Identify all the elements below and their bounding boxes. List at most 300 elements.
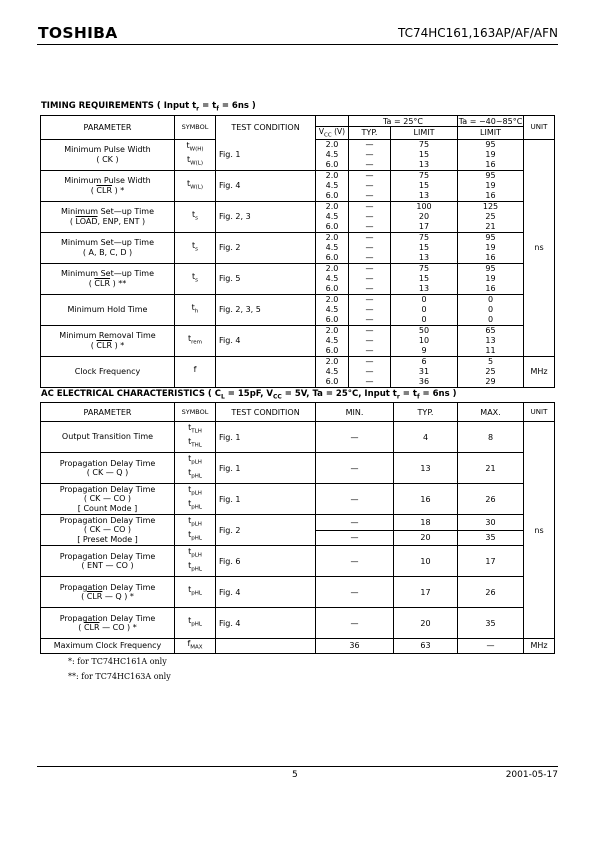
typ-value: — [365, 149, 374, 159]
symbol-subscript: rem [191, 339, 203, 346]
timing-row [41, 263, 555, 294]
vcc-cell [316, 325, 349, 356]
timing-row [41, 294, 555, 325]
symbol-cell [175, 639, 216, 654]
symbol-base: t [188, 616, 192, 626]
typ-value: 13 [394, 453, 458, 484]
symbol-subscript: h [194, 308, 199, 315]
limit-range-cell [458, 201, 524, 232]
timing-row [41, 170, 555, 201]
symbol-line [175, 141, 215, 155]
parameter-line: Propagation Delay Time [59, 516, 156, 526]
limit-range-cell [458, 170, 524, 201]
test-condition-cell: Fig. 4 [216, 325, 316, 356]
parameter-cell [41, 263, 175, 294]
col-ta-range: Ta = −40~85°C [458, 116, 523, 126]
typ-value: — [365, 273, 374, 283]
symbol-subscript: W(L) [190, 160, 203, 167]
vcc-value: 2.0 [325, 201, 339, 211]
limit-value: 0 [487, 314, 494, 324]
symbol-base: t [188, 454, 192, 464]
typ-value: 63 [394, 639, 458, 654]
parameter-cell [41, 608, 175, 639]
limit-value: 25 [485, 366, 496, 376]
parameter-line: ( A, B, C, D ) [82, 247, 133, 257]
symbol-cell [175, 170, 216, 201]
parameter-line: [ Preset Mode ] [77, 534, 138, 544]
typ-value: 16 [394, 484, 458, 515]
limit-value: 16 [485, 252, 496, 262]
timing-row [41, 232, 555, 263]
ac-row [41, 484, 555, 515]
typ-cell [349, 139, 391, 170]
symbol-subscript: s [195, 246, 198, 253]
limit-value: 125 [482, 201, 499, 211]
typ-value: — [365, 232, 374, 242]
test-condition-cell: Fig. 2, 3, 5 [216, 294, 316, 325]
limit-25-cell [391, 356, 458, 387]
timing-row [41, 201, 555, 232]
typ-value: — [365, 335, 374, 345]
test-condition-cell: Fig. 4 [216, 608, 316, 639]
typ-cell [349, 294, 391, 325]
vcc-cell [316, 356, 349, 387]
typ-value: — [365, 314, 374, 324]
typ-value: — [365, 211, 374, 221]
limit-value: 11 [485, 345, 496, 355]
symbol-subscript: W(H) [189, 146, 204, 153]
typ-value: — [365, 252, 374, 262]
symbol-line [175, 639, 215, 653]
limit-range-cell [458, 325, 524, 356]
parameter-line: Minimum Pulse Width [64, 145, 151, 155]
limit-value: 29 [485, 376, 496, 386]
typ-value: — [365, 201, 374, 211]
limit-value: 13 [418, 252, 430, 262]
limit-value: 75 [418, 263, 430, 273]
symbol-base: t [191, 240, 196, 250]
symbol-base: t [187, 154, 191, 164]
typ-value: — [365, 180, 374, 190]
min-value: — [316, 484, 394, 515]
symbol-base: t [188, 561, 192, 570]
limit-range-cell [458, 294, 524, 325]
symbol-cell [175, 139, 216, 170]
limit-value: 0 [421, 314, 427, 324]
limit-value: 13 [418, 159, 430, 169]
symbol-line [175, 454, 215, 468]
timing-row [41, 139, 555, 170]
parameter-line: Propagation Delay Time [59, 613, 156, 623]
vcc-value: 6.0 [325, 252, 339, 262]
vcc-value: 6.0 [325, 159, 339, 169]
limit-value: 95 [485, 232, 496, 242]
parameter-line: ( CK — Q ) [86, 468, 129, 477]
typ-cell [349, 263, 391, 294]
symbol-subscript: MAX [190, 644, 203, 651]
symbol-base: t [186, 140, 190, 150]
vcc-value: 4.5 [325, 304, 339, 314]
ac-col-typ: TYP. [394, 403, 458, 422]
parameter-cell [41, 422, 175, 453]
parameter-line: Minimum Set—up Time [60, 269, 155, 279]
vcc-value: 2.0 [325, 294, 339, 304]
symbol-line [175, 423, 215, 437]
typ-value: 10 [394, 546, 458, 577]
parameter-cell [41, 515, 175, 546]
symbol-line [175, 468, 215, 482]
symbol-subscript: THL [191, 442, 202, 449]
parameter-line: Minimum Removal Time [59, 331, 156, 341]
col-limit-range: LIMIT [458, 127, 524, 140]
ac-col-max: MAX. [458, 403, 524, 422]
timing-row [41, 356, 555, 387]
symbol-base: t [187, 333, 192, 343]
min-value: 36 [316, 639, 394, 654]
ac-col-unit: UNIT [524, 403, 555, 422]
limit-value: 95 [485, 139, 496, 149]
limit-value: 15 [418, 149, 430, 159]
footer-rule [37, 766, 558, 767]
ac-col-parameter: PARAMETER [41, 403, 175, 422]
col-unit: UNIT [524, 116, 555, 140]
parameter-line: ( $\overline{CLR}$ ) ** [88, 278, 127, 288]
symbol-base: t [188, 437, 192, 446]
symbol-line [175, 499, 215, 513]
parameter-cell [41, 577, 175, 608]
unit-cell: ns [524, 422, 555, 639]
symbol-base: f [187, 639, 191, 648]
col-symbol: SYMBOL [175, 116, 216, 140]
header-rule [37, 44, 558, 45]
ac-row [41, 639, 555, 654]
symbol-subscript: TLH [191, 429, 202, 435]
footnote-161: *: for TC74HC161A only [68, 657, 167, 666]
symbol-subscript: pLH [191, 522, 202, 528]
parameter-line: ( $\overline{CLR}$ ) * [90, 340, 125, 350]
limit-value: 10 [418, 335, 430, 345]
vcc-value: 6.0 [325, 376, 339, 386]
parameter-line: ( LOAD, ENP, ENT ) [69, 216, 146, 226]
symbol-cell [175, 325, 216, 356]
ac-row [41, 422, 555, 453]
limit-value: 13 [418, 190, 430, 200]
symbol-subscript: s [195, 277, 198, 284]
parameter-line: ( CK — CO ) [83, 494, 132, 504]
test-condition-cell [216, 356, 316, 387]
symbol-cell [175, 294, 216, 325]
limit-value: 75 [418, 139, 430, 149]
test-condition-cell: Fig. 4 [216, 170, 316, 201]
vcc-value: 2.0 [325, 139, 339, 149]
min-value: — [316, 530, 394, 546]
limit-value: 16 [485, 283, 496, 293]
ac-characteristics-table [40, 402, 555, 654]
limit-value: 0 [487, 304, 494, 314]
symbol-line [175, 585, 215, 599]
col-ta-25: Ta = 25°C [349, 116, 458, 127]
col-limit-25: LIMIT [391, 127, 458, 140]
typ-value: — [365, 376, 374, 386]
ac-row [41, 515, 555, 531]
toshiba-logo: TOSHIBA [38, 24, 118, 42]
symbol-base: t [191, 271, 196, 281]
symbol-line [175, 241, 215, 255]
symbol-subscript: pHL [191, 590, 202, 597]
vcc-cell [316, 263, 349, 294]
max-value: — [458, 639, 524, 654]
ac-characteristics-title: AC ELECTRICAL CHARACTERISTICS ( $C_L = 15pF$, $V_{CC} = 5V$, Ta = 25°C, Input $t_r = t_f = 6ns$ ) [41, 389, 457, 401]
symbol-base: t [188, 499, 192, 508]
col-parameter: PARAMETER [41, 116, 175, 140]
test-condition-cell [216, 639, 316, 654]
vcc-value: 4.5 [325, 242, 339, 252]
vcc-value: 6.0 [325, 283, 339, 293]
symbol-cell [175, 484, 216, 515]
unit-cell: MHz [524, 639, 555, 654]
limit-value: 31 [418, 366, 430, 376]
limit-value: 19 [485, 273, 496, 283]
parameter-line: Propagation Delay Time [59, 582, 156, 592]
symbol-line [175, 334, 215, 348]
limit-value: 75 [418, 232, 430, 242]
vcc-cell [316, 139, 349, 170]
parameter-line: ( ENT — CO ) [81, 561, 134, 570]
limit-value: 6 [421, 356, 427, 366]
symbol-base: t [187, 178, 191, 188]
parameter-line: Minimum Pulse Width [64, 176, 151, 186]
typ-value: — [365, 283, 374, 293]
vcc-value: 6.0 [325, 314, 339, 324]
typ-cell [349, 232, 391, 263]
symbol-subscript: pHL [191, 621, 202, 628]
limit-value: 15 [418, 180, 430, 190]
vcc-value: 2.0 [325, 325, 339, 335]
limit-25-cell [391, 325, 458, 356]
typ-value: — [365, 325, 374, 335]
timing-requirements-table [40, 115, 555, 388]
typ-value: — [365, 345, 374, 355]
typ-cell [349, 170, 391, 201]
symbol-cell [175, 515, 216, 546]
vcc-value: 2.0 [325, 356, 339, 366]
typ-value: 18 [394, 515, 458, 531]
symbol-cell [175, 356, 216, 387]
parameter-line: Minimum Set—up Time [60, 207, 155, 217]
test-condition-cell: Fig. 2, 3 [216, 201, 316, 232]
typ-value: — [365, 356, 374, 366]
limit-value: 95 [485, 170, 496, 180]
limit-value: 0 [421, 304, 427, 314]
unit-cell: MHz [524, 356, 555, 387]
ac-row [41, 453, 555, 484]
symbol-base: t [191, 302, 195, 312]
typ-value: 4 [394, 422, 458, 453]
vcc-value: 4.5 [325, 335, 339, 345]
symbol-base: t [188, 468, 192, 477]
vcc-value: 4.5 [325, 273, 339, 283]
parameter-line: Minimum Hold Time [67, 304, 148, 314]
parameter-line: Propagation Delay Time [59, 485, 156, 495]
symbol-line [175, 303, 215, 317]
min-value: — [316, 608, 394, 639]
parameter-cell [41, 639, 175, 654]
symbol-subscript: pHL [191, 504, 202, 511]
test-condition-cell: Fig. 1 [216, 453, 316, 484]
vcc-cell [316, 170, 349, 201]
vcc-cell [316, 232, 349, 263]
typ-value: — [365, 366, 374, 376]
limit-value: 25 [485, 211, 496, 221]
symbol-base: t [188, 547, 192, 557]
limit-value: 13 [485, 335, 496, 345]
symbol-subscript: pHL [191, 473, 202, 480]
typ-cell [349, 325, 391, 356]
symbol-line [175, 272, 215, 286]
footnote-163: **: for TC74HC163A only [68, 672, 171, 681]
limit-value: 20 [418, 211, 430, 221]
test-condition-cell: Fig. 4 [216, 577, 316, 608]
limit-value: 36 [418, 376, 430, 386]
limit-value: 21 [485, 221, 496, 231]
max-value: 21 [458, 453, 524, 484]
min-value: — [316, 546, 394, 577]
limit-25-cell [391, 170, 458, 201]
limit-25-cell [391, 232, 458, 263]
typ-cell [349, 356, 391, 387]
vcc-value: 6.0 [325, 221, 339, 231]
symbol-subscript: pLH [191, 460, 202, 466]
parameter-cell [41, 201, 175, 232]
limit-value: 19 [485, 180, 496, 190]
vcc-value: 4.5 [325, 211, 339, 221]
revision-date: 2001-05-17 [505, 770, 558, 780]
limit-range-cell [458, 232, 524, 263]
symbol-cell [175, 453, 216, 484]
limit-value: 75 [418, 170, 430, 180]
typ-value: — [365, 221, 374, 231]
symbol-line [175, 179, 215, 193]
symbol-subscript: s [195, 215, 198, 222]
parameter-cell [41, 294, 175, 325]
vcc-value: 2.0 [325, 170, 339, 180]
parameter-cell [41, 170, 175, 201]
symbol-line [175, 155, 215, 169]
symbol-cell [175, 577, 216, 608]
symbol-subscript: pHL [191, 566, 202, 573]
vcc-value: 4.5 [325, 180, 339, 190]
limit-value: 0 [421, 294, 427, 304]
test-condition-cell: Fig. 1 [216, 139, 316, 170]
typ-value: 20 [394, 608, 458, 639]
symbol-subscript: pHL [191, 535, 202, 542]
max-value: 17 [458, 546, 524, 577]
parameter-line: Maximum Clock Frequency [53, 641, 162, 651]
symbol-line [175, 561, 215, 575]
limit-range-cell [458, 139, 524, 170]
parameter-line: Minimum Set—up Time [60, 238, 155, 248]
min-value: — [316, 422, 394, 453]
limit-range-cell [458, 356, 524, 387]
max-value: 35 [458, 530, 524, 546]
test-condition-cell: Fig. 1 [216, 484, 316, 515]
parameter-cell [41, 139, 175, 170]
symbol-base: t [188, 485, 192, 495]
typ-value: 20 [394, 530, 458, 546]
limit-range-cell [458, 263, 524, 294]
parameter-line: ( CK — CO ) [83, 525, 132, 535]
limit-value: 16 [485, 190, 496, 200]
col-vcc: $V_{CC}$ (V) [316, 127, 349, 140]
vcc-value: 2.0 [325, 263, 339, 273]
max-value: 26 [458, 484, 524, 515]
limit-value: 15 [418, 273, 430, 283]
limit-value: 19 [485, 242, 496, 252]
ac-row [41, 577, 555, 608]
parameter-line: Propagation Delay Time [59, 458, 156, 468]
symbol-cell [175, 263, 216, 294]
min-value: — [316, 577, 394, 608]
symbol-cell [175, 422, 216, 453]
min-value: — [316, 515, 394, 531]
symbol-subscript: pLH [191, 553, 202, 559]
vcc-value: 2.0 [325, 232, 339, 242]
typ-value: — [365, 159, 374, 169]
limit-value: 95 [485, 263, 496, 273]
symbol-base: t [188, 530, 192, 539]
vcc-cell [316, 294, 349, 325]
limit-value: 13 [418, 283, 430, 293]
parameter-line: ( $\overline{CLR}$ — CO ) * [78, 623, 137, 632]
symbol-cell [175, 232, 216, 263]
limit-25-cell [391, 263, 458, 294]
limit-value: 17 [418, 221, 430, 231]
limit-value: 100 [416, 201, 432, 211]
symbol-line [175, 530, 215, 544]
parameter-line: ( CK ) [96, 154, 119, 164]
limit-value: 65 [485, 325, 496, 335]
test-condition-cell: Fig. 5 [216, 263, 316, 294]
parameter-cell [41, 484, 175, 515]
symbol-subscript: pLH [191, 491, 202, 497]
typ-value: — [365, 242, 374, 252]
symbol-line [175, 210, 215, 224]
vcc-value: 4.5 [325, 366, 339, 376]
typ-value: — [365, 263, 374, 273]
typ-value: — [365, 190, 374, 200]
parameter-cell [41, 232, 175, 263]
max-value: 8 [458, 422, 524, 453]
symbol-base: t [188, 423, 192, 433]
symbol-line [175, 547, 215, 561]
max-value: 35 [458, 608, 524, 639]
parameter-line: ( $\overline{CLR}$ ) * [90, 185, 125, 195]
limit-value: 16 [485, 159, 496, 169]
typ-value: — [365, 304, 374, 314]
test-condition-cell: Fig. 6 [216, 546, 316, 577]
max-value: 30 [458, 515, 524, 531]
parameter-line: ( $\overline{CLR}$ — Q ) * [81, 592, 134, 601]
symbol-cell [175, 546, 216, 577]
max-value: 26 [458, 577, 524, 608]
typ-value: — [365, 294, 374, 304]
symbol-base: f [193, 364, 197, 374]
col-typ: TYP. [349, 127, 391, 140]
symbol-line [175, 365, 215, 379]
ac-row [41, 546, 555, 577]
limit-25-cell [391, 294, 458, 325]
min-value: — [316, 453, 394, 484]
